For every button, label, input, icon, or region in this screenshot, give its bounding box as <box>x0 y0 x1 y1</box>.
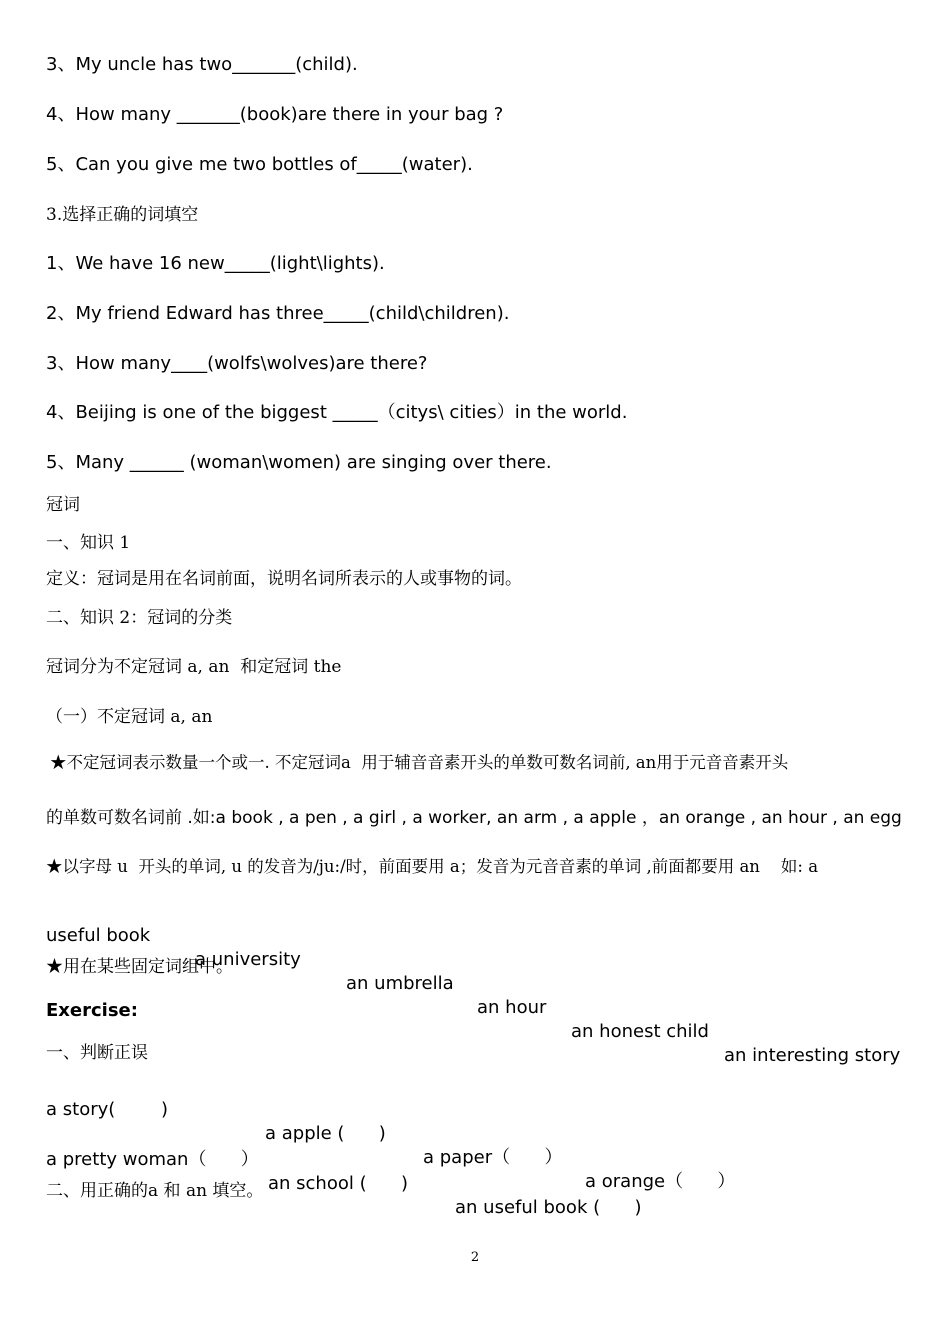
article-classification: 冠词分为不定冠词 a, an 和定冠词 the <box>46 657 342 677</box>
choice-item-1: 1、We have 16 new_____(light\lights). <box>46 253 385 274</box>
choice-item-3: 3、How many____(wolfs\wolves)are there? <box>46 353 428 374</box>
exercise-label: Exercise: <box>46 1000 138 1021</box>
choice-item-2: 2、My friend Edward has three_____(child\children). <box>46 303 510 324</box>
judgment-item: a apple ( ) <box>265 1123 386 1144</box>
judgment-item: a orange（ ） <box>585 1171 736 1192</box>
example-useful-book: useful book <box>46 925 151 946</box>
bullet-2-line-1: ★以字母 u 开头的单词, u 的发音为/ju:/时，前面要用 a；发音为元音音素的单词 ,前面都要用 an 如: a <box>46 857 819 876</box>
judgment-item: a pretty woman（ ） <box>46 1149 259 1170</box>
example-a-university: a university <box>195 949 301 970</box>
page-number: 2 <box>470 1250 480 1265</box>
example-an-umbrella: an umbrella <box>346 973 454 994</box>
indefinite-article-heading: （一）不定冠词 a, an <box>46 707 213 727</box>
bullet-1-line-2: 的单数可数名词前 .如:a book , a pen , a girl , a worker, an arm , a apple ，an orange , an hour , an egg <box>46 808 902 828</box>
judgment-item: an useful book ( ) <box>455 1197 642 1218</box>
exercise-part-1-heading: 一、判断正误 <box>46 1043 148 1063</box>
knowledge-2-heading: 二、知识 2：冠词的分类 <box>46 608 233 628</box>
exercise-item-5: 5、Can you give me two bottles of_____(water). <box>46 154 473 175</box>
article-definition: 定义：冠词是用在名词前面，说明名词所表示的人或事物的词。 <box>46 569 522 589</box>
choice-item-5: 5、Many ______ (woman\women) are singing over there. <box>46 452 552 473</box>
judgment-item: a story( ) <box>46 1099 169 1120</box>
judgment-item: a paper（ ） <box>423 1147 563 1168</box>
exercise-item-4: 4、How many _______(book)are there in your bag ? <box>46 104 504 125</box>
choice-item-4: 4、Beijing is one of the biggest _____（citys\ cities）in the world. <box>46 402 628 423</box>
bullet-3: ★用在某些固定词组中。 <box>46 957 233 977</box>
exercise-item-3: 3、My uncle has two_______(child). <box>46 54 358 75</box>
exercise-part-2-heading: 二、用正确的a 和 an 填空。 <box>46 1181 264 1201</box>
section3-heading: 3.选择正确的词填空 <box>46 205 199 225</box>
example-an-interesting-story: an interesting story <box>724 1045 901 1066</box>
judgment-item: an school ( ) <box>268 1173 408 1194</box>
knowledge-1-heading: 一、知识 1 <box>46 533 131 553</box>
articles-title: 冠词 <box>46 495 80 515</box>
bullet-1-line-1: ★不定冠词表示数量一个或一. 不定冠词a 用于辅音音素开头的单数可数名词前, an用于元音音素开头 <box>50 753 789 772</box>
example-an-honest-child: an honest child <box>571 1021 709 1042</box>
example-an-hour: an hour <box>477 997 547 1018</box>
